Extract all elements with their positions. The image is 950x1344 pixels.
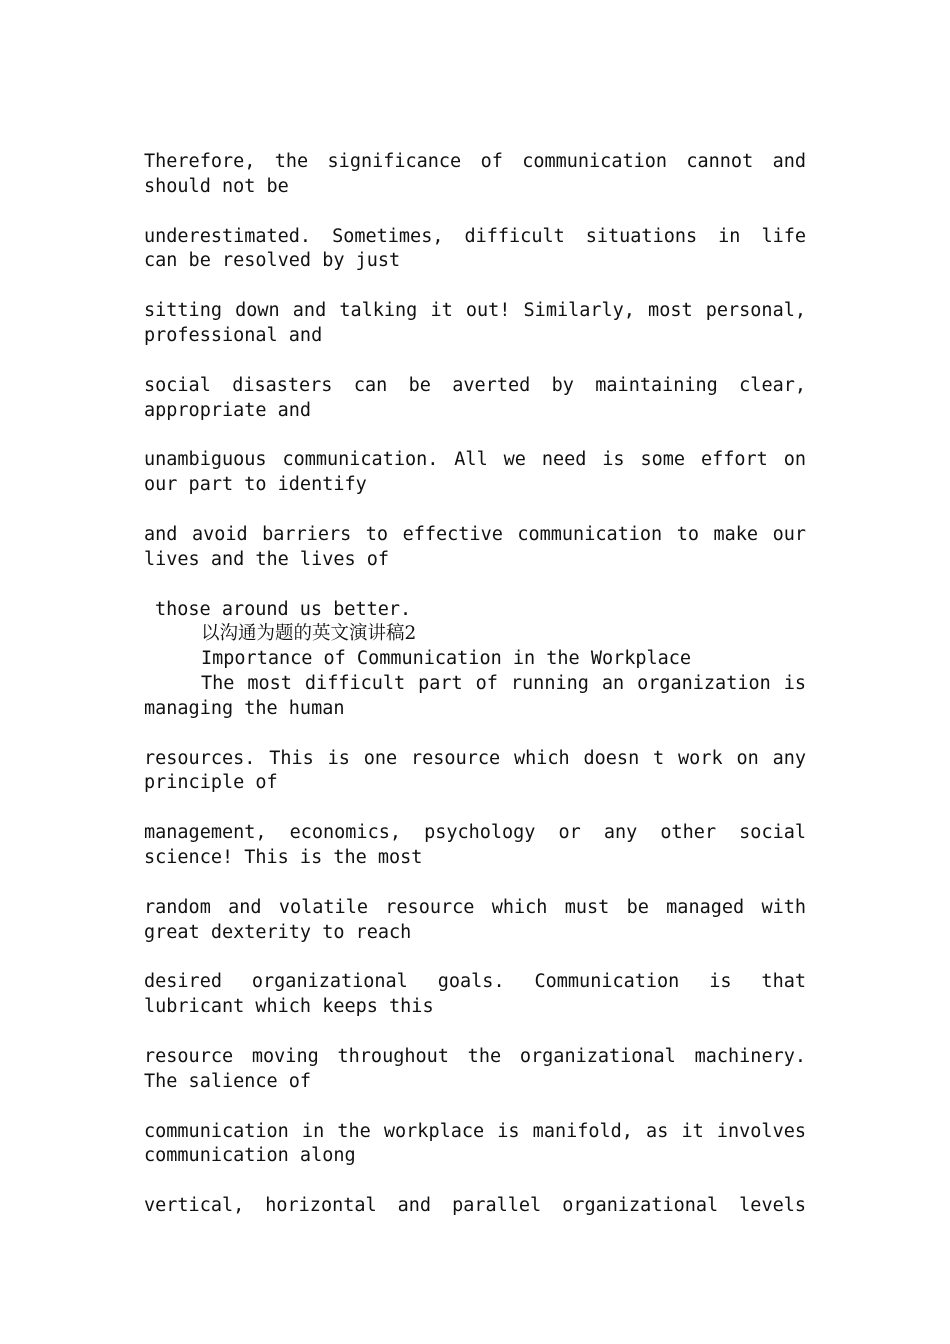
paragraph-line: great dexterity to reach bbox=[144, 921, 412, 943]
paragraph-line: our part to identify bbox=[144, 474, 367, 496]
paragraph-line: The salience of bbox=[144, 1070, 312, 1092]
paragraph-line: communication in the workplace is manifold, as it involves bbox=[144, 1120, 806, 1142]
paragraph-line: sitting down and talking it out! Similarly, most personal, bbox=[144, 300, 806, 322]
paragraph bbox=[144, 970, 806, 1020]
paragraph-line: principle of bbox=[144, 772, 278, 794]
paragraph-line: can be resolved by just bbox=[144, 250, 401, 272]
paragraph-line: science! This is the most bbox=[144, 846, 423, 868]
paragraph bbox=[144, 896, 806, 946]
paragraph bbox=[144, 299, 806, 349]
paragraph-line: managing the human bbox=[144, 697, 345, 719]
paragraph-line: resources. This is one resource which doesn t work on any bbox=[144, 747, 806, 769]
paragraph-line: The most difficult part of running an organization is bbox=[201, 672, 806, 694]
paragraph bbox=[144, 150, 806, 200]
paragraph-line: desired organizational goals. Communication is that bbox=[144, 971, 806, 993]
paragraph bbox=[144, 1120, 806, 1170]
closing-line: those around us better. bbox=[155, 598, 412, 620]
paragraph bbox=[144, 672, 806, 722]
paragraph-line: unambiguous communication. All we need is some effort on bbox=[144, 449, 806, 471]
paragraph-line: communication along bbox=[144, 1145, 356, 1167]
paragraph bbox=[144, 448, 806, 498]
paragraph-line: and avoid barriers to effective communication to make our bbox=[144, 523, 806, 545]
paragraph bbox=[144, 1194, 806, 1219]
paragraph-line: vertical, horizontal and parallel organizational levels bbox=[144, 1195, 806, 1217]
paragraph bbox=[144, 523, 806, 573]
paragraph-line: underestimated. Sometimes, difficult situations in life bbox=[144, 225, 806, 247]
paragraph-line: lubricant which keeps this bbox=[144, 996, 434, 1018]
paragraph-line: lives and the lives of bbox=[144, 548, 390, 570]
paragraph-line: should not be bbox=[144, 175, 289, 197]
paragraph bbox=[144, 747, 806, 797]
paragraph-line: professional and bbox=[144, 324, 323, 346]
paragraph-line: social disasters can be averted by maintaining clear, bbox=[144, 374, 806, 396]
section-heading: 以沟通为题的英文演讲稿2 bbox=[201, 623, 417, 645]
paragraph-line: random and volatile resource which must be managed with bbox=[144, 896, 806, 918]
paragraph bbox=[144, 374, 806, 424]
paragraph bbox=[144, 821, 806, 871]
paragraph-line: management, economics, psychology or any other social bbox=[144, 822, 806, 844]
paragraph bbox=[144, 1045, 806, 1095]
document-page bbox=[144, 150, 806, 1219]
paragraph-line: resource moving throughout the organizational machinery. bbox=[144, 1045, 806, 1067]
section-subheading: Importance of Communication in the Workplace bbox=[201, 648, 692, 670]
paragraph-line: appropriate and bbox=[144, 399, 312, 421]
paragraph bbox=[144, 225, 806, 275]
paragraph-line: Therefore, the significance of communication cannot and bbox=[144, 151, 806, 172]
